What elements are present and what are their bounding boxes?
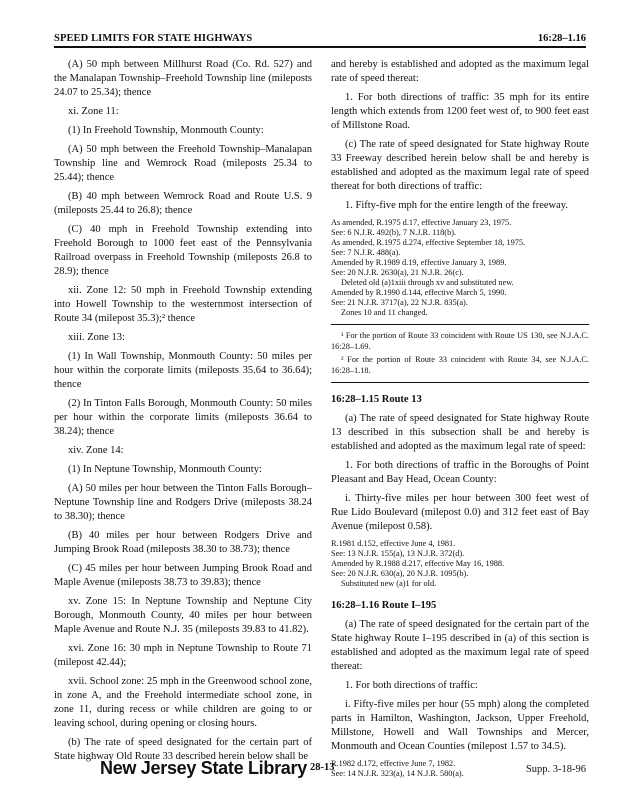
- right-column: [331, 58, 589, 779]
- paragraph: xi. Zone 11:: [68, 106, 119, 117]
- note-line: See: 6 N.J.R. 492(b), 7 N.J.R. 118(b).: [331, 228, 457, 237]
- paragraph: (A) 50 mph between Millhurst Road (Co. Rd. 527) and the Manalapan Township–Freehold Township line (mileposts 24.07 to 25.34); thence: [54, 59, 312, 98]
- paragraph: (a) The rate of speed designated for State highway Route 13 described in this subsection shall be and hereby is established and adopted as the maximum legal rate of speed:: [331, 413, 589, 452]
- history-notes: [331, 218, 589, 318]
- note-line: Zones 10 and 11 changed.: [341, 308, 428, 317]
- note-line: As amended, R.1975 d.17, effective January 23, 1975.: [331, 218, 512, 227]
- paragraph: 1. For both directions of traffic:: [345, 680, 478, 691]
- paragraph: (1) In Neptune Township, Monmouth County:: [68, 464, 262, 475]
- paragraph: (c) The rate of speed designated for State highway Route 33 Freeway described herein below shall be and hereby is established and adopted as the maximum legal rate of speed thereat for both directions of traffic:: [331, 139, 589, 192]
- paragraph: (C) 45 miles per hour between Jumping Brook Road and Maple Avenue (mileposts 38.73 to 39.83); thence: [54, 563, 312, 588]
- note-line: See: 14 N.J.R. 323(a), 14 N.J.R. 580(a).: [331, 769, 464, 778]
- header-section-range: 16:28–1.16: [537, 33, 586, 44]
- section-heading: 16:28–1.15 Route 13: [331, 394, 422, 405]
- note-line: Amended by R.1989 d.19, effective January 3, 1989.: [331, 258, 507, 267]
- library-name: New Jersey State Library: [100, 758, 307, 778]
- paragraph: (1) In Wall Township, Monmouth County: 50 miles per hour within the corporate limits (mileposts 35.64 to 36.64); thence: [54, 351, 312, 390]
- paragraph: 1. For both directions of traffic: 35 mph for its entire length which extends from 1200 feet west of, to 900 feet east of Millstone Road.: [331, 92, 589, 131]
- paragraph: (A) 50 miles per hour between the Tinton Falls Borough–Neptune Township line and Rodgers Drive (mileposts 38.24 to 38.30); thence: [54, 483, 312, 522]
- note-line: As amended, R.1975 d.274, effective September 18, 1975.: [331, 238, 526, 247]
- note-line: Amended by R.1990 d.144, effective March 5, 1990.: [331, 288, 507, 297]
- paragraph: i. Thirty-five miles per hour between 300 feet west of Rue Lido Boulevard (milepost 0.0) and 312 feet east of Bay Avenue (milepost 0.58).: [331, 493, 589, 532]
- note-line: Substituted new (a)1 for old.: [341, 579, 437, 588]
- paragraph: (B) 40 mph between Wemrock Road and Route U.S. 9 (mileposts 25.44 to 26.8); thence: [54, 191, 312, 216]
- section-divider: [331, 382, 589, 383]
- note-line: See: 20 N.J.R. 630(a), 20 N.J.R. 1095(b).: [331, 569, 469, 578]
- paragraph: (b) The rate of speed designated for the certain part of State highway Old Route 33 described herein below shall be: [54, 737, 312, 762]
- footnote: ¹ For the portion of Route 33 coincident with Route US 130, see N.J.A.C. 16:28–1.69.: [331, 331, 589, 351]
- paragraph: xv. Zone 15: In Neptune Township and Neptune City Borough, Monmouth County, 40 miles per hour between Maple Avenue and Route N.J. 35 (mileposts 39.83 to 41.82).: [54, 596, 312, 635]
- page-number: 28-13: [310, 762, 335, 773]
- header-title: SPEED LIMITS FOR STATE HIGHWAYS: [54, 33, 253, 44]
- footnote: ² For the portion of Route 33 coincident with Route 34, see N.J.A.C. 16:28–1.18.: [331, 355, 589, 375]
- paragraph: (1) In Freehold Township, Monmouth County:: [68, 125, 264, 136]
- note-line: See: 13 N.J.R. 155(a), 13 N.J.R. 372(d).: [331, 549, 465, 558]
- paragraph: i. Fifty-five miles per hour (55 mph) along the completed parts in Hamilton, Washington, Jackson, Upper Freehold, Millstone, Howell and Wall Townships and Mercer, Monmouth and Ocean Counties (milepost 1.57 to 34.5).: [331, 699, 589, 752]
- footnote-divider: [331, 324, 589, 325]
- paragraph: xiii. Zone 13:: [68, 332, 125, 343]
- note-line: See: 7 N.J.R. 488(a).: [331, 248, 401, 257]
- paragraph: (B) 40 miles per hour between Rodgers Drive and Jumping Brook Road (mileposts 38.30 to 38.73); thence: [54, 530, 312, 555]
- note-line: See: 20 N.J.R. 2630(a), 21 N.J.R. 26(c).: [331, 268, 464, 277]
- paragraph: xvi. Zone 16: 30 mph in Neptune Township to Route 71 (milepost 42.44);: [54, 643, 312, 668]
- note-line: Deleted old (a)1xiii through xv and substituted new.: [341, 278, 514, 287]
- section-heading: 16:28–1.16 Route I–195: [331, 600, 437, 611]
- paragraph: xiv. Zone 14:: [68, 445, 124, 456]
- paragraph: xvii. School zone: 25 mph in the Greenwood school zone, in zone A, and the Freehold intermediate school zone, in zone 11, during recess or while children are going to or leaving school, during opening or closing hours.: [54, 676, 312, 729]
- paragraph: (a) The rate of speed designated for the certain part of the State highway Route I–195 described in (a) of this section is established and adopted as the maximum legal rate of speed thereat:: [331, 619, 589, 672]
- page-footer: [54, 758, 586, 788]
- history-notes: [331, 539, 589, 589]
- paragraph: (C) 40 mph in Freehold Township extending into Freehold Borough to 1000 feet east of the Pennsylvania Railroad overpass in Freehold Township (mileposts 26.8 to 28.9); thence: [54, 224, 312, 277]
- paragraph: 1. For both directions of traffic in the Boroughs of Point Pleasant and Bay Head, Ocean County:: [331, 460, 589, 485]
- paragraph: and hereby is established and adopted as the maximum legal rate of speed thereat:: [331, 59, 589, 84]
- left-column: [54, 58, 312, 769]
- note-line: R.1982 d.172, effective June 7, 1982.: [331, 759, 456, 768]
- supplement-date: Supp. 3-18-96: [525, 764, 586, 775]
- paragraph: xii. Zone 12: 50 mph in Freehold Township extending into Howell Township to the westernmost intersection of Route 34 (milepost 35.3);² thence: [54, 285, 312, 324]
- running-header: [54, 30, 586, 48]
- note-line: R.1981 d.152, effective June 4, 1981.: [331, 539, 456, 548]
- note-line: See: 21 N.J.R. 3717(a), 22 N.J.R. 835(a).: [331, 298, 468, 307]
- note-line: Amended by R.1988 d.217, effective May 16, 1988.: [331, 559, 505, 568]
- paragraph: (2) In Tinton Falls Borough, Monmouth County: 50 miles per hour within the corporate limits (mileposts 36.64 to 38.24); thence: [54, 398, 312, 437]
- paragraph: 1. Fifty-five mph for the entire length of the freeway.: [345, 200, 568, 211]
- paragraph: (A) 50 mph between the Freehold Township–Manalapan Township line and Wemrock Road (mileposts 25.34 to 25.44); thence: [54, 144, 312, 183]
